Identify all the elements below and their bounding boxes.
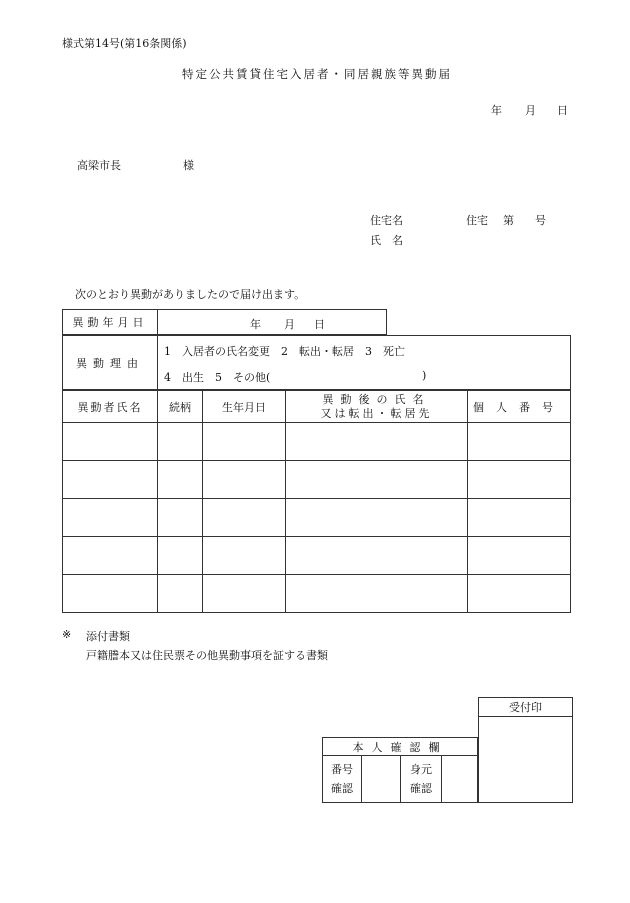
table-cell[interactable] <box>468 423 571 461</box>
header-birth-date: 生年月日 <box>203 391 286 423</box>
reason-table <box>62 335 571 390</box>
intro-text: 次のとおり異動がありましたので届け出ます。 <box>75 288 306 301</box>
change-date-year: 年 <box>250 318 261 331</box>
table-cell[interactable] <box>286 461 468 499</box>
table-cell[interactable] <box>63 499 158 537</box>
addressee-honorific: 様 <box>183 159 194 172</box>
housing-label: 住宅 <box>466 214 488 227</box>
number-check-input[interactable] <box>362 756 401 803</box>
receipt-label: 受付印 <box>479 698 573 717</box>
members-header-row <box>63 391 571 423</box>
table-cell[interactable] <box>63 461 158 499</box>
table-cell[interactable] <box>203 423 286 461</box>
number-check-label <box>323 756 362 803</box>
id-check-line-2: 確認 <box>410 782 432 795</box>
table-cell[interactable] <box>63 537 158 575</box>
table-cell[interactable] <box>468 537 571 575</box>
table-cell[interactable] <box>286 499 468 537</box>
reason-label: 異動理由 <box>63 336 158 390</box>
page-title: 特定公共賃貸住宅入居者・同居親族等異動届 <box>182 67 452 81</box>
table-cell[interactable] <box>203 461 286 499</box>
date-day: 日 <box>557 104 568 117</box>
form-number: 様式第14号(第16条関係) <box>62 37 187 50</box>
id-check-line-1: 身元 <box>410 763 432 776</box>
change-date-day: 日 <box>314 318 325 331</box>
table-row <box>63 423 571 461</box>
number-check-line-1: 番号 <box>331 763 353 776</box>
receipt-stamp-area[interactable] <box>479 717 573 803</box>
members-table <box>62 390 571 613</box>
applicant-name-label: 氏 名 <box>370 234 403 247</box>
attachments-label: 添付書類 <box>86 630 130 643</box>
table-row <box>63 461 571 499</box>
table-row <box>63 537 571 575</box>
table-cell[interactable] <box>468 499 571 537</box>
table-cell[interactable] <box>286 423 468 461</box>
header-after-change <box>286 391 468 423</box>
change-date-label: 異動年月日 <box>63 310 158 335</box>
identity-header: 本人確認欄 <box>323 738 478 756</box>
table-cell[interactable] <box>158 537 203 575</box>
reason-options[interactable] <box>158 336 571 390</box>
change-date-month: 月 <box>284 318 295 331</box>
addressee-name: 高梁市長 <box>77 159 121 172</box>
header-after-line-2: 又は転出・転居先 <box>320 406 433 420</box>
number-check-line-2: 確認 <box>331 782 353 795</box>
date-year: 年 <box>491 104 502 117</box>
table-cell[interactable] <box>203 537 286 575</box>
receipt-stamp-box <box>478 697 573 803</box>
reason-line-2-close: ) <box>422 369 427 382</box>
header-person-name: 異動者氏名 <box>63 391 158 423</box>
table-cell[interactable] <box>63 423 158 461</box>
table-cell[interactable] <box>158 461 203 499</box>
building-label: 第 <box>503 214 514 227</box>
table-cell[interactable] <box>63 575 158 613</box>
reason-line-1: 1 入居者の氏名変更 2 転出・転居 3 死亡 <box>164 345 405 358</box>
number-label: 号 <box>535 214 546 227</box>
change-date-value[interactable] <box>158 310 387 335</box>
housing-name-label: 住宅名 <box>370 214 403 227</box>
table-row <box>63 499 571 537</box>
id-check-input[interactable] <box>442 756 478 803</box>
table-cell[interactable] <box>468 461 571 499</box>
table-row <box>63 575 571 613</box>
header-relation: 続柄 <box>158 391 203 423</box>
table-cell[interactable] <box>158 575 203 613</box>
attachments-mark: ※ <box>62 628 72 641</box>
date-month: 月 <box>525 104 536 117</box>
header-id-number: 個人番号 <box>468 391 571 423</box>
table-cell[interactable] <box>286 537 468 575</box>
id-check-label <box>401 756 442 803</box>
table-cell[interactable] <box>468 575 571 613</box>
attachments-detail: 戸籍謄本又は住民票その他異動事項を証する書類 <box>86 649 328 662</box>
table-cell[interactable] <box>203 575 286 613</box>
identity-check-box <box>322 737 478 803</box>
table-cell[interactable] <box>158 499 203 537</box>
table-cell[interactable] <box>286 575 468 613</box>
change-date-table <box>62 309 387 335</box>
reason-line-2: 4 出生 5 その他( <box>164 371 271 384</box>
header-after-line-1: 異動後の氏名 <box>322 392 431 406</box>
table-cell[interactable] <box>158 423 203 461</box>
table-cell[interactable] <box>203 499 286 537</box>
